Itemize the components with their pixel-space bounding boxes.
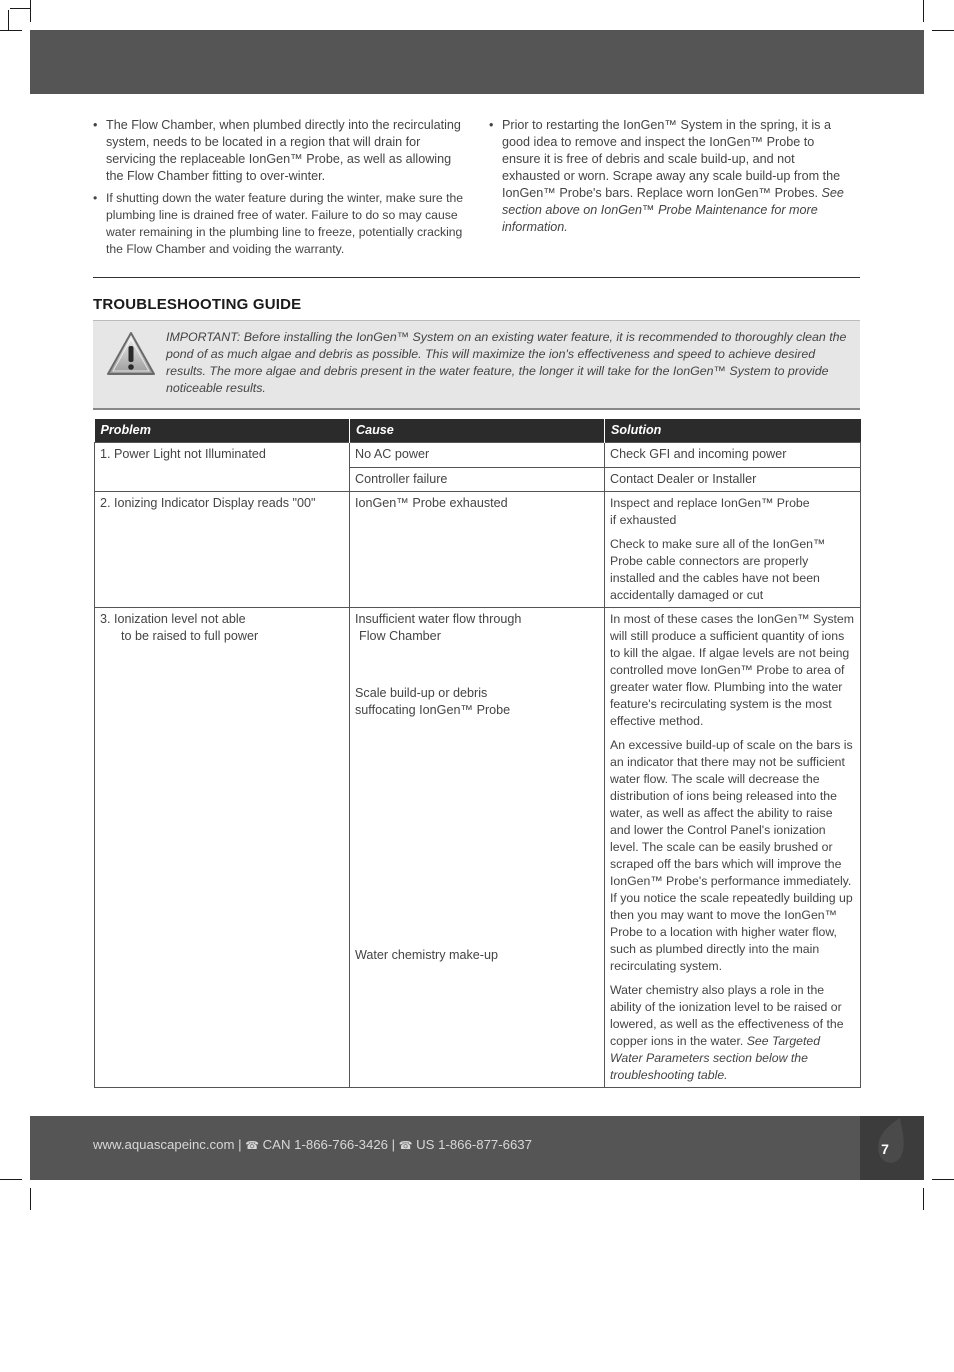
bullet-winter-shutdown: • If shutting down the water feature during the winter, make sure the plumbing line is drained free of water. Failure to do so may cause water remaining in the plumbing line to freeze, potentially cracking the Flow Chamber and voiding the warranty. <box>93 190 468 258</box>
table-header-row <box>95 419 861 443</box>
crop-mark <box>932 1179 954 1180</box>
cause-line: Flow Chamber <box>359 629 441 643</box>
header-problem: Problem <box>95 419 350 443</box>
troubleshooting-table <box>94 419 861 1088</box>
cause-cell: IonGen™ Probe exhausted <box>350 492 605 608</box>
us-phone: US 1-866-877-6637 <box>416 1137 532 1152</box>
solution-cell <box>605 492 861 608</box>
spring-restart-text: Prior to restarting the IonGen™ System in the spring, it is a good idea to remove and inspect the IonGen™ Probe to ensure it is free of debris and scale build-up, and not exhausted or worn. Scrape away any scale build-up from the IonGen™ Probe's bars. Replace worn IonGen™ Probes. <box>502 118 841 200</box>
left-column <box>93 117 468 263</box>
footer-contact <box>93 1137 532 1152</box>
solution-cell <box>605 608 861 1088</box>
separator: | <box>391 1137 396 1152</box>
solution-text: Water chemistry also plays a role in the ability of the ionization level to be raised or lowered, as well as the effectiveness of the copper ions in the water. <box>610 983 844 1048</box>
table-row <box>95 443 861 468</box>
solution-paragraph: An excessive build-up of scale on the bars is an indicator that there may not be sufficient water flow. The scale will decrease the distribution of ions being released into the water, as well as affect the ability to raise and lower the Control Panel's ionization level. The scale can be easily brushed or scraped off the bars which will improve the IonGen™ Probe's performance immediately. If you notice the scale repeatedly building up then you may want to move the IonGen™ Probe to a location with higher water flow, such as plumbed directly into the main recirculating system. <box>610 738 853 973</box>
table-row <box>95 492 861 608</box>
problem-cell: 1. Power Light not Illuminated <box>95 443 350 492</box>
bullet-flow-chamber: • The Flow Chamber, when plumbed directly into the recirculating system, needs to be located in a region that will drain for servicing the replaceable IonGen™ Probe, as well as allowing the Flow Chamber fitting to over-winter. <box>93 117 468 185</box>
important-body: Before installing the IonGen™ System on an existing water feature, it is recommended to thoroughly clean the pond of as much algae and debris as possible. This will maximize the ion's effectiveness and speed to achieve desired results. The more algae and debris present in the water feature, the longer it will take for the IonGen™ System to provide noticeable results. <box>166 330 847 395</box>
separator: | <box>238 1137 242 1152</box>
crop-mark <box>923 0 924 22</box>
warning-triangle-icon <box>106 331 156 377</box>
problem-line: 3. Ionization level not able <box>100 612 246 626</box>
problem-line: to be raised to full power <box>121 629 259 643</box>
cause-line: Water chemistry make-up <box>355 948 498 962</box>
solution-paragraph: Inspect and replace IonGen™ Probe if exhausted <box>610 496 810 527</box>
solution-cell: Check GFI and incoming power <box>605 443 861 468</box>
bullet-spring-restart <box>489 117 851 236</box>
right-column <box>489 117 851 241</box>
crop-mark <box>10 8 30 9</box>
solution-paragraph: Check to make sure all of the IonGen™ Probe cable connectors are properly installed and the cables have not been accidentally damaged or cut <box>610 537 826 602</box>
header-solution: Solution <box>605 419 861 443</box>
cause-cell <box>350 608 605 1088</box>
solution-cell: Contact Dealer or Installer <box>605 468 861 492</box>
problem-cell <box>95 608 350 1088</box>
cause-line: Scale build-up or debris <box>355 686 488 700</box>
table-row <box>95 608 861 1088</box>
page-number: 7 <box>881 1141 889 1157</box>
water-parameters-reference: See Targeted Water Parameters section below the troubleshooting table. <box>610 1034 821 1082</box>
website-link[interactable]: www.aquascapeinc.com <box>93 1137 235 1152</box>
cause-line: suffocating IonGen™ Probe <box>355 703 511 717</box>
crop-mark <box>0 30 22 31</box>
solution-paragraph: In most of these cases the IonGen™ System will still produce a sufficient quantity of ions to kill the algae. If algae levels are not being controlled move IonGen™ Probe to area of greater water flow. Plumbing into the water feature's recirculating system is the most effective method. <box>610 612 855 728</box>
phone-icon: ☎ <box>398 1140 413 1152</box>
crop-mark <box>0 1179 22 1180</box>
header-cause: Cause <box>350 419 605 443</box>
cause-cell: No AC power <box>350 443 605 468</box>
important-label: IMPORTANT: <box>166 330 241 344</box>
can-phone: CAN 1-866-766-3426 <box>262 1137 388 1152</box>
crop-mark <box>923 1188 924 1210</box>
maintenance-reference: See section above on IonGen™ Probe Maintenance for more information. <box>502 186 844 234</box>
phone-icon: ☎ <box>245 1140 259 1152</box>
crop-mark <box>30 1188 31 1210</box>
crop-mark <box>8 10 9 30</box>
crop-mark <box>30 0 31 22</box>
crop-mark <box>932 30 954 31</box>
solution-paragraph <box>610 982 855 1084</box>
header-band <box>30 30 924 94</box>
important-text <box>166 329 850 397</box>
important-notice <box>93 320 860 410</box>
section-divider <box>93 277 860 278</box>
cause-cell: Controller failure <box>350 468 605 492</box>
page-number-tab <box>860 1116 924 1180</box>
cause-line: Insufficient water flow through <box>355 612 522 626</box>
section-title: TROUBLESHOOTING GUIDE <box>93 296 302 313</box>
problem-cell: 2. Ionizing Indicator Display reads "00" <box>95 492 350 608</box>
